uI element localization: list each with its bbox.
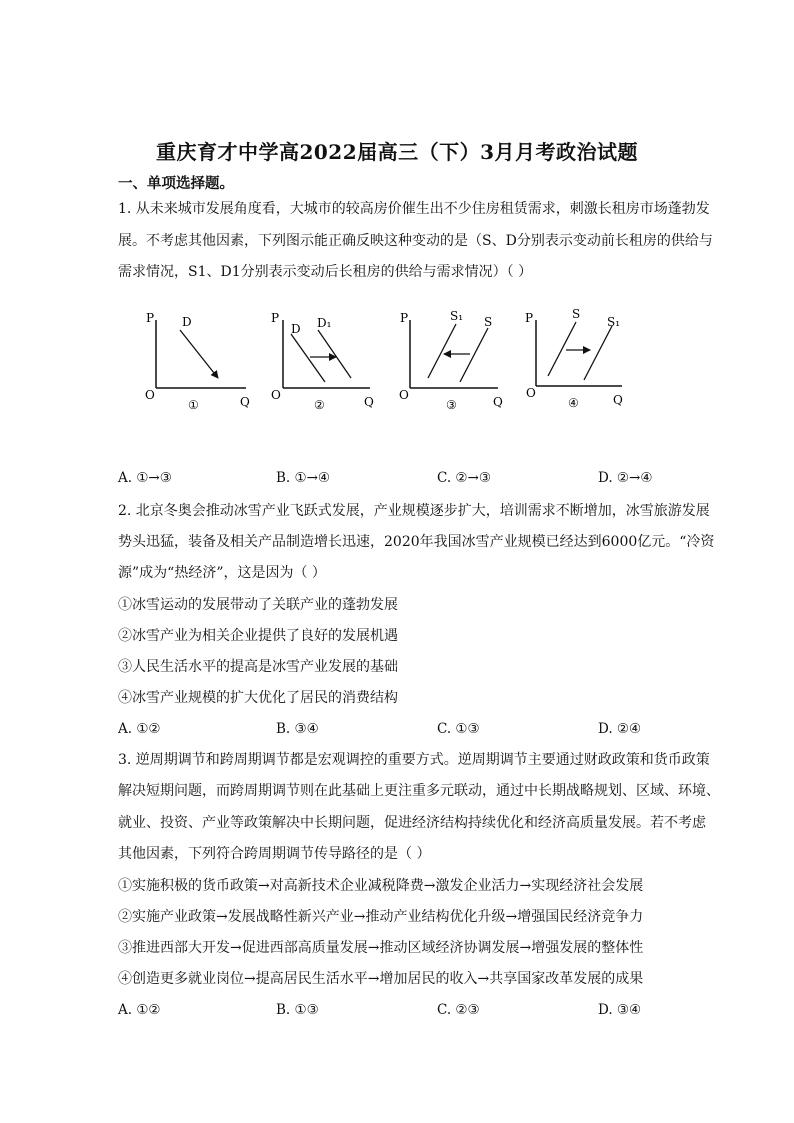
axis-q-label: Q <box>493 395 503 409</box>
q1-line-2: 展。不考虑其他因素，下列图示能正确反映这种变动的是（S、D分别表示变动前长租房的供给与 <box>118 233 713 249</box>
curve-label-s1: S₁ <box>607 315 621 329</box>
axis-p-label: P <box>525 311 534 325</box>
q3-line-1: 3. 逆周期调节和跨周期调节都是宏观调控的重要方式。逆周期调节主要通过财政政策和货币政策 <box>118 752 710 768</box>
curve-label-s: S <box>484 315 493 329</box>
q1-option-d[interactable]: D. ②→④ <box>598 470 653 486</box>
graphs-svg <box>138 300 638 425</box>
axis-q-label: Q <box>364 395 374 409</box>
graph-number: ① <box>188 398 199 412</box>
graph-number: ② <box>314 398 325 412</box>
curve-label-s: S <box>572 307 581 321</box>
demand-curve-d1 <box>318 330 351 378</box>
q1-option-c[interactable]: C. ②→③ <box>437 470 491 486</box>
demand-curve-arrow <box>180 330 218 378</box>
supply-curve-s <box>548 322 576 376</box>
curve-label: D <box>182 315 192 329</box>
exam-title: 重庆育才中学高2022届高三（下）3月月考政治试题 <box>155 140 639 164</box>
axis-p-label: P <box>400 311 409 325</box>
axis-origin-label: O <box>399 388 409 402</box>
graph-1 <box>145 311 250 412</box>
graph-4 <box>525 307 623 410</box>
q3-option-d[interactable]: D. ③④ <box>598 1002 642 1018</box>
q3-line-3: 就业、投资、产业等政策解决中长期问题，促进经济结构持续优化和经济高质量发展。若不考虑 <box>118 815 706 831</box>
q2-item-1: ①冰雪运动的发展带动了关联产业的蓬勃发展 <box>118 597 398 613</box>
demand-curve-d <box>291 334 325 382</box>
axis-origin-label: O <box>145 388 155 402</box>
q2-item-4: ④冰雪产业规模的扩大优化了居民的消费结构 <box>118 690 398 706</box>
q2-option-b[interactable]: B. ③④ <box>276 721 319 737</box>
supply-curve-s1 <box>584 326 612 380</box>
axis-q-label: Q <box>240 395 250 409</box>
supply-curve-s1 <box>428 324 456 378</box>
q2-line-1: 2. 北京冬奥会推动冰雪产业飞跃式发展，产业规模逐步扩大，培训需求不断增加，冰雪旅游发展 <box>118 503 710 519</box>
section-heading: 一、单项选择题。 <box>118 175 234 192</box>
graph-3 <box>399 309 503 412</box>
curve-label-d1: D₁ <box>317 316 332 330</box>
q3-item-3: ③推进西部大开发→促进西部高质量发展→推动区域经济协调发展→增强发展的整体性 <box>118 940 644 956</box>
q1-option-b[interactable]: B. ①→④ <box>276 470 331 486</box>
axis-origin-label: O <box>526 386 536 400</box>
q1-line-3: 需求情况，S1、D1分别表示变动后长租房的供给与需求情况）（ ） <box>118 264 533 280</box>
q3-option-a[interactable]: A. ①② <box>118 1002 161 1018</box>
q2-item-2: ②冰雪产业为相关企业提供了良好的发展机遇 <box>118 628 398 644</box>
q2-option-c[interactable]: C. ①③ <box>437 721 480 737</box>
curve-label-s1: S₁ <box>450 309 464 323</box>
axis-q-label: Q <box>613 393 623 407</box>
q1-line-1: 1. 从未来城市发展角度看，大城市的较高房价催生出不少住房租赁需求，刺激长租房市场蓬勃发 <box>118 201 710 217</box>
q3-item-4: ④创造更多就业岗位→提高居民生活水平→增加居民的收入→共享国家改革发展的成果 <box>118 971 644 987</box>
graph-number: ④ <box>568 396 579 410</box>
supply-demand-graphs <box>138 300 638 425</box>
supply-curve-s <box>460 328 488 382</box>
q2-option-a[interactable]: A. ①② <box>118 721 161 737</box>
q2-item-3: ③人民生活水平的提高是冰雪产业发展的基础 <box>118 659 398 675</box>
q2-line-3: 源”成为“热经济”，这是因为（ ） <box>118 565 326 581</box>
axis-origin-label: O <box>271 388 281 402</box>
q1-option-a[interactable]: A. ①→③ <box>118 470 172 486</box>
q2-line-2: 势头迅猛，装备及相关产品制造增长迅速，2020年我国冰雪产业规模已经达到6000亿元。“冷资 <box>118 534 715 550</box>
q3-item-1: ①实施积极的货币政策→对高新技术企业减税降费→激发企业活力→实现经济社会发展 <box>118 878 644 894</box>
graph-number: ③ <box>446 398 457 412</box>
q3-item-2: ②实施产业政策→发展战略性新兴产业→推动产业结构优化升级→增强国民经济竞争力 <box>118 909 644 925</box>
q3-option-c[interactable]: C. ②③ <box>437 1002 480 1018</box>
q3-line-4: 其他因素，下列符合跨周期调节传导路径的是（ ） <box>118 846 431 862</box>
axis-p-label: P <box>271 311 280 325</box>
graph-2 <box>271 311 374 412</box>
axis-p-label: P <box>146 311 155 325</box>
q3-line-2: 解决短期问题，而跨周期调节则在此基础上更注重多元联动，通过中长期战略规划、区域、环境、 <box>118 783 720 799</box>
q2-option-d[interactable]: D. ②④ <box>598 721 642 737</box>
q3-option-b[interactable]: B. ①③ <box>276 1002 319 1018</box>
curve-label-d: D <box>291 322 301 336</box>
